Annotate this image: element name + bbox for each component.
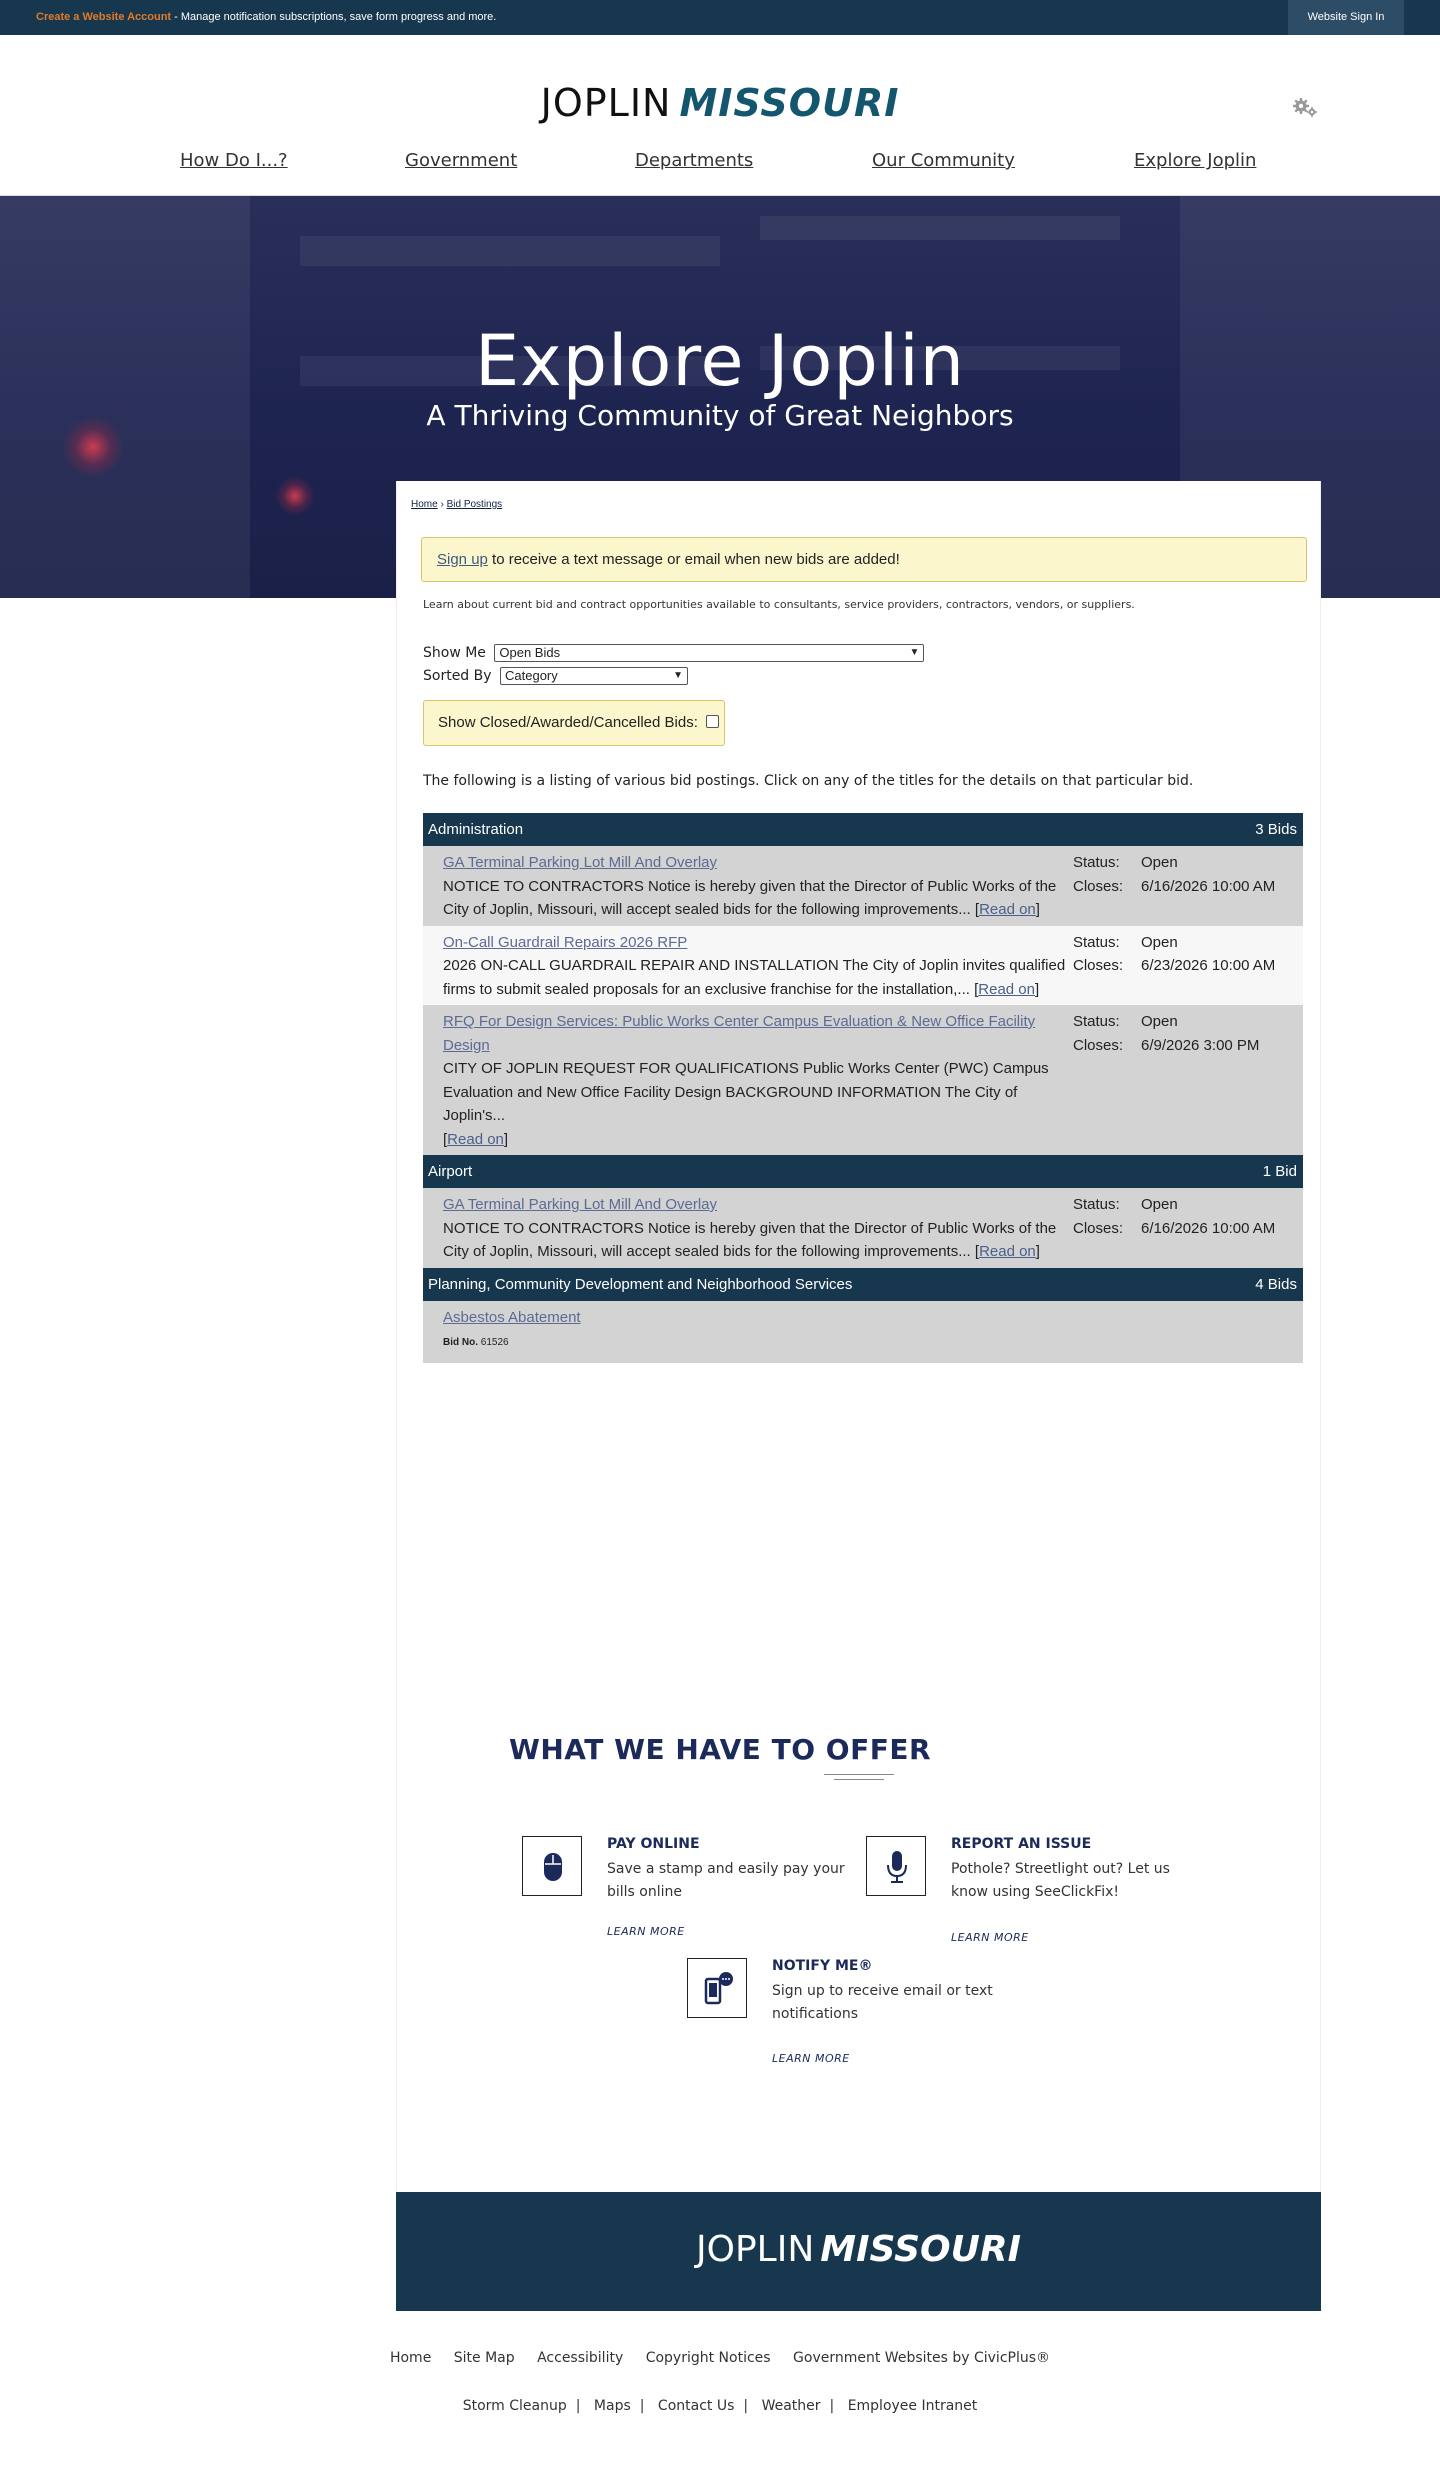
offer-icon-box	[687, 1958, 747, 2018]
closes-label: Closes:	[1073, 957, 1124, 974]
offer-heading: REPORT AN ISSUE	[951, 1836, 1092, 1852]
site-header	[0, 35, 1440, 196]
footer-link-civicplus[interactable]: Government Websites by CivicPlus®	[793, 2350, 1051, 2366]
sign-in-button[interactable]: Website Sign In	[1288, 0, 1404, 35]
read-on-link[interactable]: Read on	[447, 1130, 504, 1148]
bid-title-link[interactable]: GA Terminal Parking Lot Mill And Overlay	[443, 854, 718, 871]
closes-value: 6/16/2026 10:00 AM	[1141, 1219, 1276, 1237]
status-label: Status:	[1073, 1196, 1120, 1213]
closes-label: Closes:	[1073, 877, 1124, 895]
main-nav	[0, 150, 1440, 180]
nav-how-do-i[interactable]: How Do I...?	[180, 150, 288, 171]
closes-value: 6/9/2026 3:00 PM	[1141, 1036, 1260, 1054]
show-me-value: Open Bids	[499, 645, 561, 660]
closes-label: Closes:	[1073, 1036, 1124, 1054]
offer-desc: Pothole? Streetlight out? Let us know using SeeClickFix!	[951, 1861, 1170, 1900]
listing-intro: The following is a listing of various bid postings. Click on any of the titles for the details on that particular bid.	[423, 773, 1194, 789]
nav-government[interactable]: Government	[405, 150, 518, 171]
footer-separator: |	[575, 2398, 581, 2414]
status-value: Open	[1141, 933, 1178, 951]
status-value: Open	[1141, 1196, 1178, 1213]
offer-icon-box	[866, 1836, 926, 1896]
offer-title: WHAT WE HAVE TO OFFER	[508, 1733, 932, 1766]
closes-value: 6/16/2026 10:00 AM	[1141, 877, 1276, 895]
microphone-icon	[881, 1849, 913, 1885]
category-header-administration	[423, 813, 1303, 846]
footer-logo-joplin: JOPLIN	[695, 2229, 815, 2270]
bid-number	[443, 1337, 509, 1348]
bid-row	[423, 926, 1303, 1006]
footer-logo[interactable]	[396, 2229, 1321, 2270]
sorted-by-value: Category	[505, 668, 558, 683]
footer-links-secondary	[0, 2398, 1440, 2414]
footer-link-site-map[interactable]: Site Map	[453, 2350, 515, 2366]
offer-desc: Sign up to receive email or text notifications	[772, 1983, 993, 2022]
offer-heading: NOTIFY ME®	[772, 1958, 873, 1974]
show-me-label: Show Me	[423, 645, 486, 661]
closes-label: Closes:	[1073, 1219, 1124, 1237]
category-header-planning	[423, 1268, 1303, 1301]
create-account-link[interactable]: Create a Website Account	[36, 11, 172, 23]
status-label: Status:	[1073, 933, 1120, 951]
category-count: 3 Bids	[1255, 821, 1297, 838]
sorted-by-row	[423, 667, 688, 685]
bid-summary: NOTICE TO CONTRACTORS Notice is hereby given that the Director of Public Works of the City of Joplin, Missouri, will accept sealed bids for the following improvements...	[443, 1219, 1057, 1260]
category-count: 4 Bids	[1255, 1275, 1297, 1293]
account-message	[36, 11, 496, 23]
offer-divider	[834, 1779, 884, 1780]
footer-link-maps[interactable]: Maps	[593, 2398, 631, 2414]
hero-light	[275, 476, 315, 516]
category-name: Planning, Community Development and Neighborhood Services	[428, 1275, 853, 1293]
read-on-link-wrap: [Read on]	[974, 1243, 1040, 1260]
nav-explore-joplin[interactable]: Explore Joplin	[1134, 150, 1257, 171]
status-label: Status:	[1073, 854, 1120, 871]
read-on-link[interactable]: Read on	[978, 980, 1035, 998]
offer-divider	[824, 1774, 894, 1775]
sorted-by-label: Sorted By	[423, 668, 492, 684]
footer-link-weather[interactable]: Weather	[761, 2398, 821, 2414]
learn-more-link[interactable]: LEARN MORE	[772, 2052, 850, 2065]
bid-meta	[1073, 1193, 1275, 1240]
learn-more-link[interactable]: LEARN MORE	[607, 1925, 685, 1938]
hero-title: Explore Joplin	[474, 320, 966, 402]
read-on-link[interactable]: Read on	[979, 1243, 1036, 1260]
category-count: 1 Bid	[1262, 1163, 1297, 1180]
hero-subtitle: A Thriving Community of Great Neighbors	[426, 399, 1014, 432]
footer-link-employee-intranet[interactable]: Employee Intranet	[847, 2398, 978, 2414]
bid-row	[423, 846, 1303, 926]
read-on-link-wrap: [Read on]	[974, 980, 1040, 998]
category-name: Administration	[428, 821, 524, 838]
footer-link-accessibility[interactable]: Accessibility	[537, 2350, 624, 2366]
utility-bar	[0, 0, 1440, 35]
sorted-by-select[interactable]	[500, 667, 688, 685]
footer-link-home[interactable]: Home	[389, 2350, 432, 2366]
mouse-icon	[537, 1849, 569, 1885]
footer-link-contact-us[interactable]: Contact Us	[657, 2398, 735, 2414]
bid-row	[423, 1005, 1303, 1155]
footer-link-copyright[interactable]: Copyright Notices	[645, 2350, 771, 2366]
chevron-down-icon: ▼	[909, 647, 920, 658]
status-value: Open	[1141, 854, 1178, 871]
bid-title-link[interactable]: RFQ For Design Services: Public Works Center Campus Evaluation & New Office Facility Design	[443, 1013, 1036, 1054]
footer-logo-missouri: MISSOURI	[820, 2229, 1021, 2270]
chevron-down-icon: ▼	[673, 670, 683, 681]
bid-summary: CITY OF JOPLIN REQUEST FOR QUALIFICATIONS Public Works Center (PWC) Campus Evaluation and New Office Facility Design BACKGROUND INFORMATION The City of Joplin's...	[443, 1060, 1049, 1124]
site-logo[interactable]	[0, 81, 1440, 126]
read-on-link[interactable]: Read on	[979, 901, 1036, 918]
logo-missouri: MISSOURI	[679, 81, 900, 125]
show-me-row	[423, 644, 924, 662]
account-message-text: - Manage notification subscriptions, save form progress and more.	[171, 11, 497, 23]
read-on-link-wrap: [Read on]	[443, 1130, 509, 1148]
offer-desc: Save a stamp and easily pay your bills online	[607, 1861, 845, 1900]
nav-our-community[interactable]: Our Community	[872, 150, 1015, 171]
signup-alert	[421, 537, 1307, 582]
status-label: Status:	[1073, 1013, 1120, 1030]
show-closed-option	[423, 700, 725, 746]
bid-title-link[interactable]: Asbestos Abatement	[443, 1308, 581, 1326]
breadcrumb-bid-postings[interactable]: Bid Postings	[446, 499, 503, 510]
logo-joplin: JOPLIN	[540, 81, 672, 125]
show-closed-label: Show Closed/Awarded/Cancelled Bids:	[438, 714, 698, 731]
signup-alert-text: to receive a text message or email when new bids are added!	[487, 551, 900, 568]
bid-meta	[1073, 851, 1275, 898]
footer-separator: |	[829, 2398, 835, 2414]
show-me-select[interactable]	[494, 644, 924, 662]
offer-icon-box	[522, 1836, 582, 1896]
category-name: Airport	[428, 1163, 473, 1180]
bid-list	[423, 813, 1303, 1363]
bid-row	[423, 1188, 1303, 1268]
offer-heading: PAY ONLINE	[607, 1836, 700, 1852]
nav-departments[interactable]: Departments	[635, 150, 754, 171]
footer-links-primary	[0, 2350, 1440, 2366]
bid-meta	[1073, 931, 1275, 978]
bid-title-link[interactable]: On-Call Guardrail Repairs 2026 RFP	[443, 933, 688, 951]
signup-link[interactable]: Sign up	[437, 551, 488, 568]
footer-banner	[396, 2192, 1321, 2311]
bid-meta	[1073, 1010, 1259, 1057]
bid-summary: NOTICE TO CONTRACTORS Notice is hereby given that the Director of Public Works of the City of Joplin, Missouri, will accept sealed bids for the following improvements...	[443, 877, 1057, 918]
breadcrumb-separator: ›	[440, 499, 444, 510]
bid-row	[423, 1301, 1303, 1363]
bid-summary: 2026 ON-CALL GUARDRAIL REPAIR AND INSTALLATION The City of Joplin invites qualified firms to submit sealed proposals for an exclusive franchise for the installation,...	[443, 957, 1066, 998]
phone-chat-icon	[702, 1971, 736, 2007]
hero-building-shape	[760, 216, 1120, 240]
bid-title-link[interactable]: GA Terminal Parking Lot Mill And Overlay	[443, 1196, 718, 1213]
show-closed-checkbox[interactable]	[706, 715, 719, 728]
content-card	[396, 481, 1321, 2311]
footer-separator: |	[743, 2398, 749, 2414]
breadcrumb-home[interactable]: Home	[411, 499, 438, 510]
bid-number-label: Bid No.	[443, 1337, 478, 1348]
read-on-link-wrap: [Read on]	[974, 901, 1040, 918]
closes-value: 6/23/2026 10:00 AM	[1141, 957, 1276, 974]
status-value: Open	[1141, 1013, 1178, 1030]
hero-building-shape	[300, 236, 720, 266]
breadcrumb	[411, 499, 502, 510]
gear-icon[interactable]	[1292, 97, 1318, 119]
learn-more-link[interactable]: LEARN MORE	[951, 1931, 1029, 1944]
lead-text: Learn about current bid and contract opportunities available to consultants, service providers, contractors, vendors, or suppliers.	[423, 598, 1135, 611]
category-header-airport	[423, 1155, 1303, 1188]
footer-separator: |	[639, 2398, 645, 2414]
bid-number-value: 61526	[480, 1337, 509, 1348]
footer-link-storm-cleanup[interactable]: Storm Cleanup	[462, 2398, 567, 2414]
